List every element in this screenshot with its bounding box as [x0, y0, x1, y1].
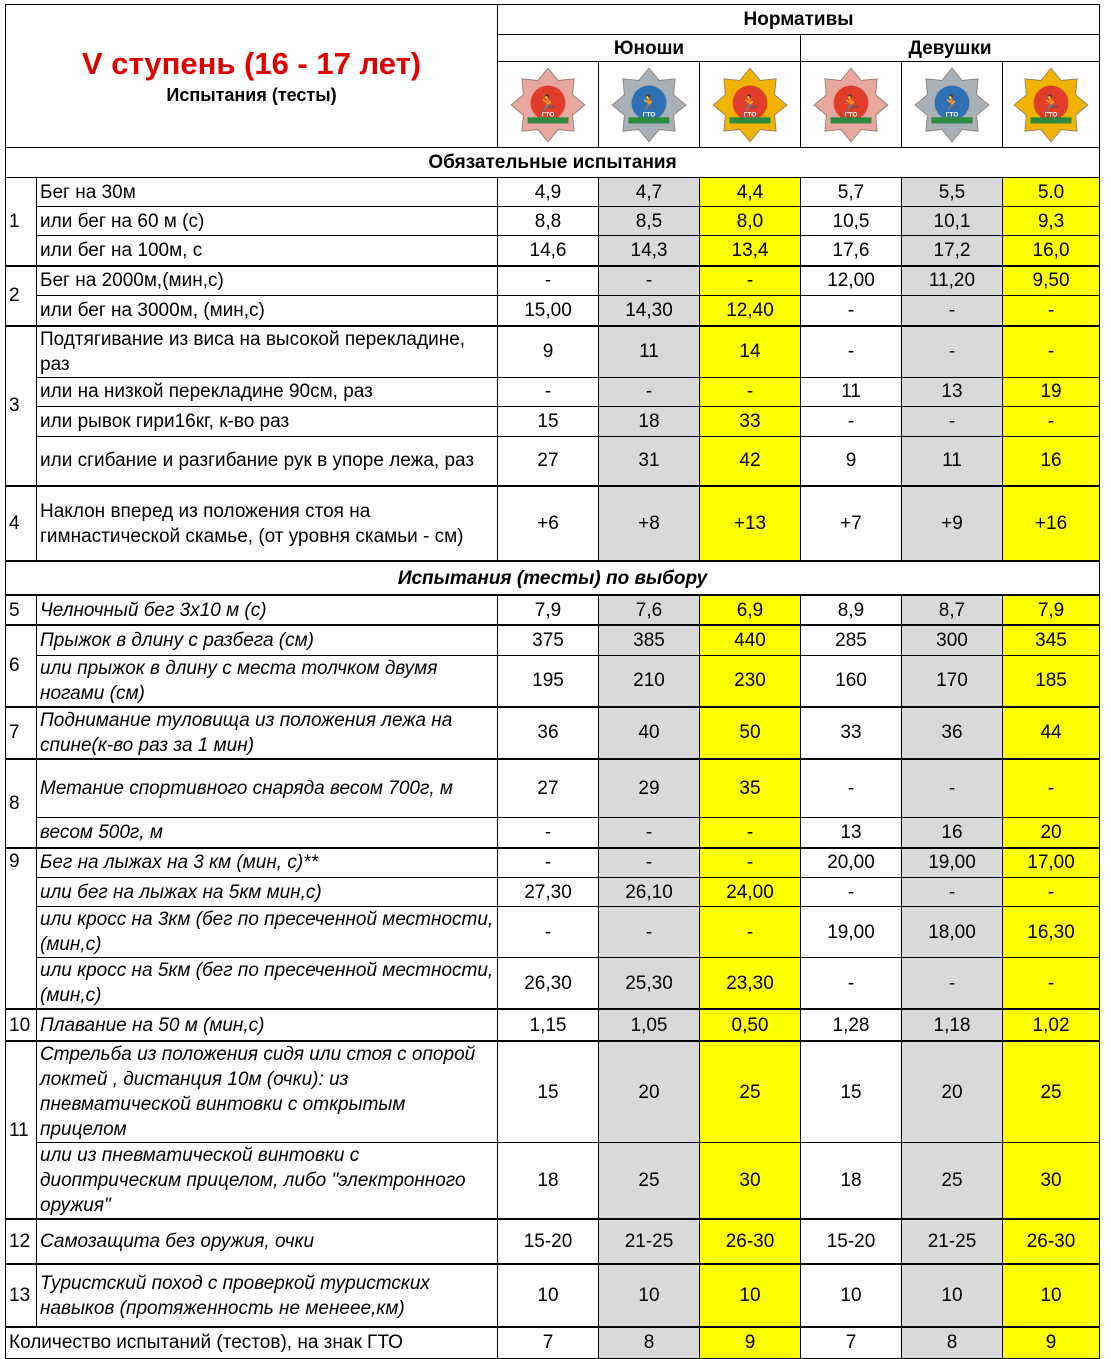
- norm-value: 19: [1003, 377, 1100, 406]
- norm-value: +16: [1003, 486, 1100, 561]
- norm-value: 385: [599, 625, 700, 655]
- test-name: Плавание на 50 м (мин,с): [37, 1009, 498, 1041]
- badge-cell: [801, 62, 902, 148]
- norm-value: -: [599, 818, 700, 848]
- table-row: [6, 625, 1100, 655]
- norm-value: 4,9: [498, 178, 599, 207]
- norm-value: -: [801, 958, 902, 1010]
- test-name: или кросс на 3км (бег по пресеченной местности, (мин,с): [37, 907, 498, 958]
- test-name: или кросс на 5км (бег по пресеченной местности, (мин,с): [37, 958, 498, 1010]
- norm-value: 6,9: [700, 595, 801, 625]
- norm-value: +13: [700, 486, 801, 561]
- norm-value: 5,7: [801, 178, 902, 207]
- norm-value: -: [599, 377, 700, 406]
- test-name: Прыжок в длину с разбега (см): [37, 625, 498, 655]
- silver-badge-icon: [911, 64, 993, 146]
- norm-value: +8: [599, 486, 700, 561]
- norm-value: 1,18: [902, 1009, 1003, 1041]
- norm-value: +6: [498, 486, 599, 561]
- norm-value: 7,9: [1003, 595, 1100, 625]
- norm-value: 11,20: [902, 266, 1003, 296]
- test-name: Самозащита без оружия, очки: [37, 1219, 498, 1264]
- badge-cell: [498, 62, 599, 148]
- test-number: 4: [6, 486, 37, 561]
- table-row: [6, 818, 1100, 848]
- norm-value: -: [498, 907, 599, 958]
- norm-value: 20: [1003, 818, 1100, 848]
- norm-value: -: [599, 907, 700, 958]
- norm-value: 1,28: [801, 1009, 902, 1041]
- footer-value: 7: [801, 1327, 902, 1358]
- norm-value: 16,30: [1003, 907, 1100, 958]
- norm-value: 9,3: [1003, 207, 1100, 236]
- table-row: [6, 436, 1100, 486]
- norm-value: 1,15: [498, 1009, 599, 1041]
- test-number: 3: [6, 326, 37, 487]
- norm-value: -: [801, 878, 902, 907]
- norm-value: 185: [1003, 655, 1100, 707]
- norm-value: 31: [599, 436, 700, 486]
- norm-value: 10,5: [801, 207, 902, 236]
- test-number: 11: [6, 1041, 37, 1219]
- norm-value: 35: [700, 759, 801, 818]
- norm-value: 12,40: [700, 296, 801, 326]
- norm-value: 14,6: [498, 236, 599, 266]
- norm-value: 18: [801, 1143, 902, 1220]
- table-row: [6, 1009, 1100, 1041]
- norm-value: 16: [1003, 436, 1100, 486]
- test-name: или бег на 100м, с: [37, 236, 498, 266]
- girls-header: Девушки: [801, 35, 1100, 62]
- test-name: или бег на 3000м, (мин,с): [37, 296, 498, 326]
- test-number: 7: [6, 707, 37, 759]
- norm-value: 23,30: [700, 958, 801, 1010]
- table-row: [6, 486, 1100, 561]
- norm-value: 375: [498, 625, 599, 655]
- norm-value: -: [801, 406, 902, 436]
- norm-value: 30: [700, 1143, 801, 1220]
- norm-value: 11: [599, 326, 700, 378]
- norm-value: -: [902, 878, 1003, 907]
- norm-value: 11: [801, 377, 902, 406]
- norm-value: 285: [801, 625, 902, 655]
- norm-value: +7: [801, 486, 902, 561]
- test-name: или бег на 60 м (с): [37, 207, 498, 236]
- norm-value: 7,9: [498, 595, 599, 625]
- svg-text:ГТО: ГТО: [844, 110, 858, 118]
- svg-text:ГТО: ГТО: [945, 110, 959, 118]
- norm-value: -: [498, 266, 599, 296]
- norm-value: 8,0: [700, 207, 801, 236]
- norm-value: 9: [801, 436, 902, 486]
- norm-value: 25: [700, 1041, 801, 1143]
- norm-value: 20,00: [801, 848, 902, 878]
- norm-value: 160: [801, 655, 902, 707]
- table-row: [6, 907, 1100, 958]
- table-row: [6, 655, 1100, 707]
- footer-value: 7: [498, 1327, 599, 1358]
- norm-value: 25,30: [599, 958, 700, 1010]
- norm-value: 8,7: [902, 595, 1003, 625]
- norm-value: 10: [1003, 1264, 1100, 1327]
- boys-header: Юноши: [498, 35, 801, 62]
- norm-value: -: [1003, 326, 1100, 378]
- norm-value: 25: [599, 1143, 700, 1220]
- norm-value: 440: [700, 625, 801, 655]
- svg-text:🏃: 🏃: [638, 93, 660, 113]
- norm-value: 10: [498, 1264, 599, 1327]
- norm-value: 21-25: [902, 1219, 1003, 1264]
- test-number: 5: [6, 595, 37, 625]
- norm-value: -: [801, 326, 902, 378]
- test-name: или на низкой перекладине 90см, раз: [37, 377, 498, 406]
- norm-value: 33: [700, 406, 801, 436]
- norm-value: 24,00: [700, 878, 801, 907]
- table-row: [6, 207, 1100, 236]
- test-name: Бег на 30м: [37, 178, 498, 207]
- table-row: [6, 848, 1100, 878]
- norm-value: 27,30: [498, 878, 599, 907]
- footer-value: 8: [902, 1327, 1003, 1358]
- norm-value: -: [700, 907, 801, 958]
- norm-value: 25: [1003, 1041, 1100, 1143]
- table-row: [6, 958, 1100, 1010]
- norm-value: 19,00: [902, 848, 1003, 878]
- test-name: или прыжок в длину с места толчком двумя ногами (см): [37, 655, 498, 707]
- svg-text:🏃: 🏃: [739, 93, 761, 113]
- norm-value: 14,3: [599, 236, 700, 266]
- test-name: или рывок гири16кг, к-во раз: [37, 406, 498, 436]
- norm-value: 230: [700, 655, 801, 707]
- norm-value: 8,9: [801, 595, 902, 625]
- table-row: [6, 406, 1100, 436]
- test-name: Стрельба из положения сидя или стоя с опорой локтей , дистанция 10м (очки): из пневматической винтовки с открытым прицелом: [37, 1041, 498, 1143]
- table-row: [6, 178, 1100, 207]
- gto-standards-table: [5, 4, 1100, 1359]
- norm-value: -: [700, 266, 801, 296]
- gold-badge-icon: [1010, 64, 1092, 146]
- test-name: Наклон вперед из положения стоя на гимнастической скамье, (от уровня скамьи - см): [37, 486, 498, 561]
- norm-value: 27: [498, 759, 599, 818]
- table-row: [6, 878, 1100, 907]
- norm-value: 5,5: [902, 178, 1003, 207]
- norm-value: 15-20: [498, 1219, 599, 1264]
- svg-text:🏃: 🏃: [840, 93, 862, 113]
- silver-badge-icon: [608, 64, 690, 146]
- table-row: [6, 707, 1100, 759]
- table-row: [6, 1219, 1100, 1264]
- norm-value: -: [902, 406, 1003, 436]
- norm-value: 18: [498, 1143, 599, 1220]
- norm-value: -: [700, 818, 801, 848]
- norm-value: -: [498, 377, 599, 406]
- norm-value: -: [498, 848, 599, 878]
- table-row: [6, 1041, 1100, 1143]
- norm-value: 4,4: [700, 178, 801, 207]
- norm-value: 26,30: [498, 958, 599, 1010]
- norm-value: 15-20: [801, 1219, 902, 1264]
- norm-value: 25: [902, 1143, 1003, 1220]
- badge-cell: [1003, 62, 1100, 148]
- norm-value: 15: [801, 1041, 902, 1143]
- test-name: Челночный бег 3х10 м (с): [37, 595, 498, 625]
- norm-value: 10: [902, 1264, 1003, 1327]
- norm-value: 16: [902, 818, 1003, 848]
- norm-value: 10: [599, 1264, 700, 1327]
- test-name: весом 500г, м: [37, 818, 498, 848]
- test-number: 10: [6, 1009, 37, 1041]
- norm-value: 13: [902, 377, 1003, 406]
- norm-value: 8,5: [599, 207, 700, 236]
- norm-value: 300: [902, 625, 1003, 655]
- norm-value: -: [902, 759, 1003, 818]
- test-name: Бег на 2000м,(мин,с): [37, 266, 498, 296]
- norm-value: 36: [902, 707, 1003, 759]
- test-name: Бег на лыжах на 3 км (мин, с)**: [37, 848, 498, 878]
- norm-value: 10: [700, 1264, 801, 1327]
- norm-value: 10,1: [902, 207, 1003, 236]
- norm-value: 15,00: [498, 296, 599, 326]
- table-row: [6, 266, 1100, 296]
- table-row: [6, 377, 1100, 406]
- badge-cell: [599, 62, 700, 148]
- gold-badge-icon: [709, 64, 791, 146]
- norm-value: 7,6: [599, 595, 700, 625]
- bronze-badge-icon: [507, 64, 589, 146]
- norm-value: 15: [498, 1041, 599, 1143]
- norm-value: 13: [801, 818, 902, 848]
- test-number: 1: [6, 178, 37, 266]
- norm-value: 8,8: [498, 207, 599, 236]
- norm-value: -: [1003, 878, 1100, 907]
- norm-value: 33: [801, 707, 902, 759]
- norm-value: 11: [902, 436, 1003, 486]
- norm-value: 10: [801, 1264, 902, 1327]
- norm-value: 4,7: [599, 178, 700, 207]
- norm-value: 50: [700, 707, 801, 759]
- norm-value: 18,00: [902, 907, 1003, 958]
- test-number: 9: [6, 848, 37, 1010]
- test-name: Поднимание туловища из положения лежа на спине(к-во раз за 1 мин): [37, 707, 498, 759]
- norm-value: 18: [599, 406, 700, 436]
- table-row: [6, 595, 1100, 625]
- test-number: 2: [6, 266, 37, 326]
- test-number: 12: [6, 1219, 37, 1264]
- test-name: или сгибание и разгибание рук в упоре лежа, раз: [37, 436, 498, 486]
- test-name: Подтягивание из виса на высокой перекладине, раз: [37, 326, 498, 378]
- table-row: [6, 759, 1100, 818]
- norm-value: 36: [498, 707, 599, 759]
- page-subtitle: Испытания (тесты): [166, 85, 337, 105]
- norm-value: 345: [1003, 625, 1100, 655]
- page-title: V ступень (16 - 17 лет): [81, 46, 422, 81]
- norm-value: 44: [1003, 707, 1100, 759]
- table-row: [6, 1264, 1100, 1327]
- norm-value: -: [700, 377, 801, 406]
- norm-value: 14: [700, 326, 801, 378]
- norm-value: 19,00: [801, 907, 902, 958]
- norm-value: -: [801, 296, 902, 326]
- svg-text:🏃: 🏃: [941, 93, 963, 113]
- norm-value: 14,30: [599, 296, 700, 326]
- norm-value: 26,10: [599, 878, 700, 907]
- norms-header: Нормативы: [498, 5, 1100, 35]
- norm-value: -: [801, 759, 902, 818]
- norm-value: -: [1003, 759, 1100, 818]
- norm-value: -: [902, 296, 1003, 326]
- badge-cell: [700, 62, 801, 148]
- norm-value: 195: [498, 655, 599, 707]
- norm-value: 5.0: [1003, 178, 1100, 207]
- norm-value: 21-25: [599, 1219, 700, 1264]
- test-name: или бег на лыжах на 5км мин,с): [37, 878, 498, 907]
- norm-value: 17,00: [1003, 848, 1100, 878]
- norm-value: -: [902, 958, 1003, 1010]
- norm-value: -: [1003, 958, 1100, 1010]
- norm-value: 1,05: [599, 1009, 700, 1041]
- svg-text:ГТО: ГТО: [541, 110, 555, 118]
- svg-text:🏃: 🏃: [537, 93, 559, 113]
- norm-value: 170: [902, 655, 1003, 707]
- svg-text:ГТО: ГТО: [642, 110, 656, 118]
- title-block: [6, 5, 498, 148]
- footer-value: 8: [599, 1327, 700, 1358]
- norm-value: -: [1003, 296, 1100, 326]
- norm-value: 27: [498, 436, 599, 486]
- test-name: Метание спортивного снаряда весом 700г, м: [37, 759, 498, 818]
- table-row: [6, 236, 1100, 266]
- svg-text:🏃: 🏃: [1040, 93, 1062, 113]
- norm-value: 9,50: [1003, 266, 1100, 296]
- norm-value: 1,02: [1003, 1009, 1100, 1041]
- footer-value: 9: [1003, 1327, 1100, 1358]
- svg-text:ГТО: ГТО: [743, 110, 757, 118]
- svg-text:ГТО: ГТО: [1044, 110, 1058, 118]
- badge-cell: [902, 62, 1003, 148]
- norm-value: -: [1003, 406, 1100, 436]
- norm-value: -: [700, 848, 801, 878]
- norm-value: 26-30: [1003, 1219, 1100, 1264]
- table-row: [6, 296, 1100, 326]
- norm-value: 29: [599, 759, 700, 818]
- table-row: [6, 326, 1100, 378]
- norm-value: 40: [599, 707, 700, 759]
- section-optional: Испытания (тесты) по выбору: [6, 561, 1100, 595]
- norm-value: 17,6: [801, 236, 902, 266]
- norm-value: 20: [902, 1041, 1003, 1143]
- norm-value: 0,50: [700, 1009, 801, 1041]
- test-name: или из пневматической винтовки с диоптрическим прицелом, либо "электронного оружия": [37, 1143, 498, 1220]
- norm-value: -: [902, 326, 1003, 378]
- footer-label: Количество испытаний (тестов), на знак ГТО: [6, 1327, 498, 1358]
- norm-value: 42: [700, 436, 801, 486]
- norm-value: 15: [498, 406, 599, 436]
- section-mandatory: Обязательные испытания: [6, 148, 1100, 178]
- table-row: [6, 1143, 1100, 1220]
- norm-value: 12,00: [801, 266, 902, 296]
- bronze-badge-icon: [810, 64, 892, 146]
- norm-value: 9: [498, 326, 599, 378]
- norm-value: -: [599, 266, 700, 296]
- norm-value: 26-30: [700, 1219, 801, 1264]
- test-number: 13: [6, 1264, 37, 1327]
- footer-value: 9: [700, 1327, 801, 1358]
- test-name: Туристский поход с проверкой туристских навыков (протяженность не менеее,км): [37, 1264, 498, 1327]
- norm-value: 210: [599, 655, 700, 707]
- test-number: 8: [6, 759, 37, 848]
- norm-value: -: [498, 818, 599, 848]
- norm-value: +9: [902, 486, 1003, 561]
- norm-value: 16,0: [1003, 236, 1100, 266]
- test-number: 6: [6, 625, 37, 707]
- norm-value: -: [599, 848, 700, 878]
- norm-value: 30: [1003, 1143, 1100, 1220]
- norm-value: 13,4: [700, 236, 801, 266]
- norm-value: 20: [599, 1041, 700, 1143]
- norm-value: 17,2: [902, 236, 1003, 266]
